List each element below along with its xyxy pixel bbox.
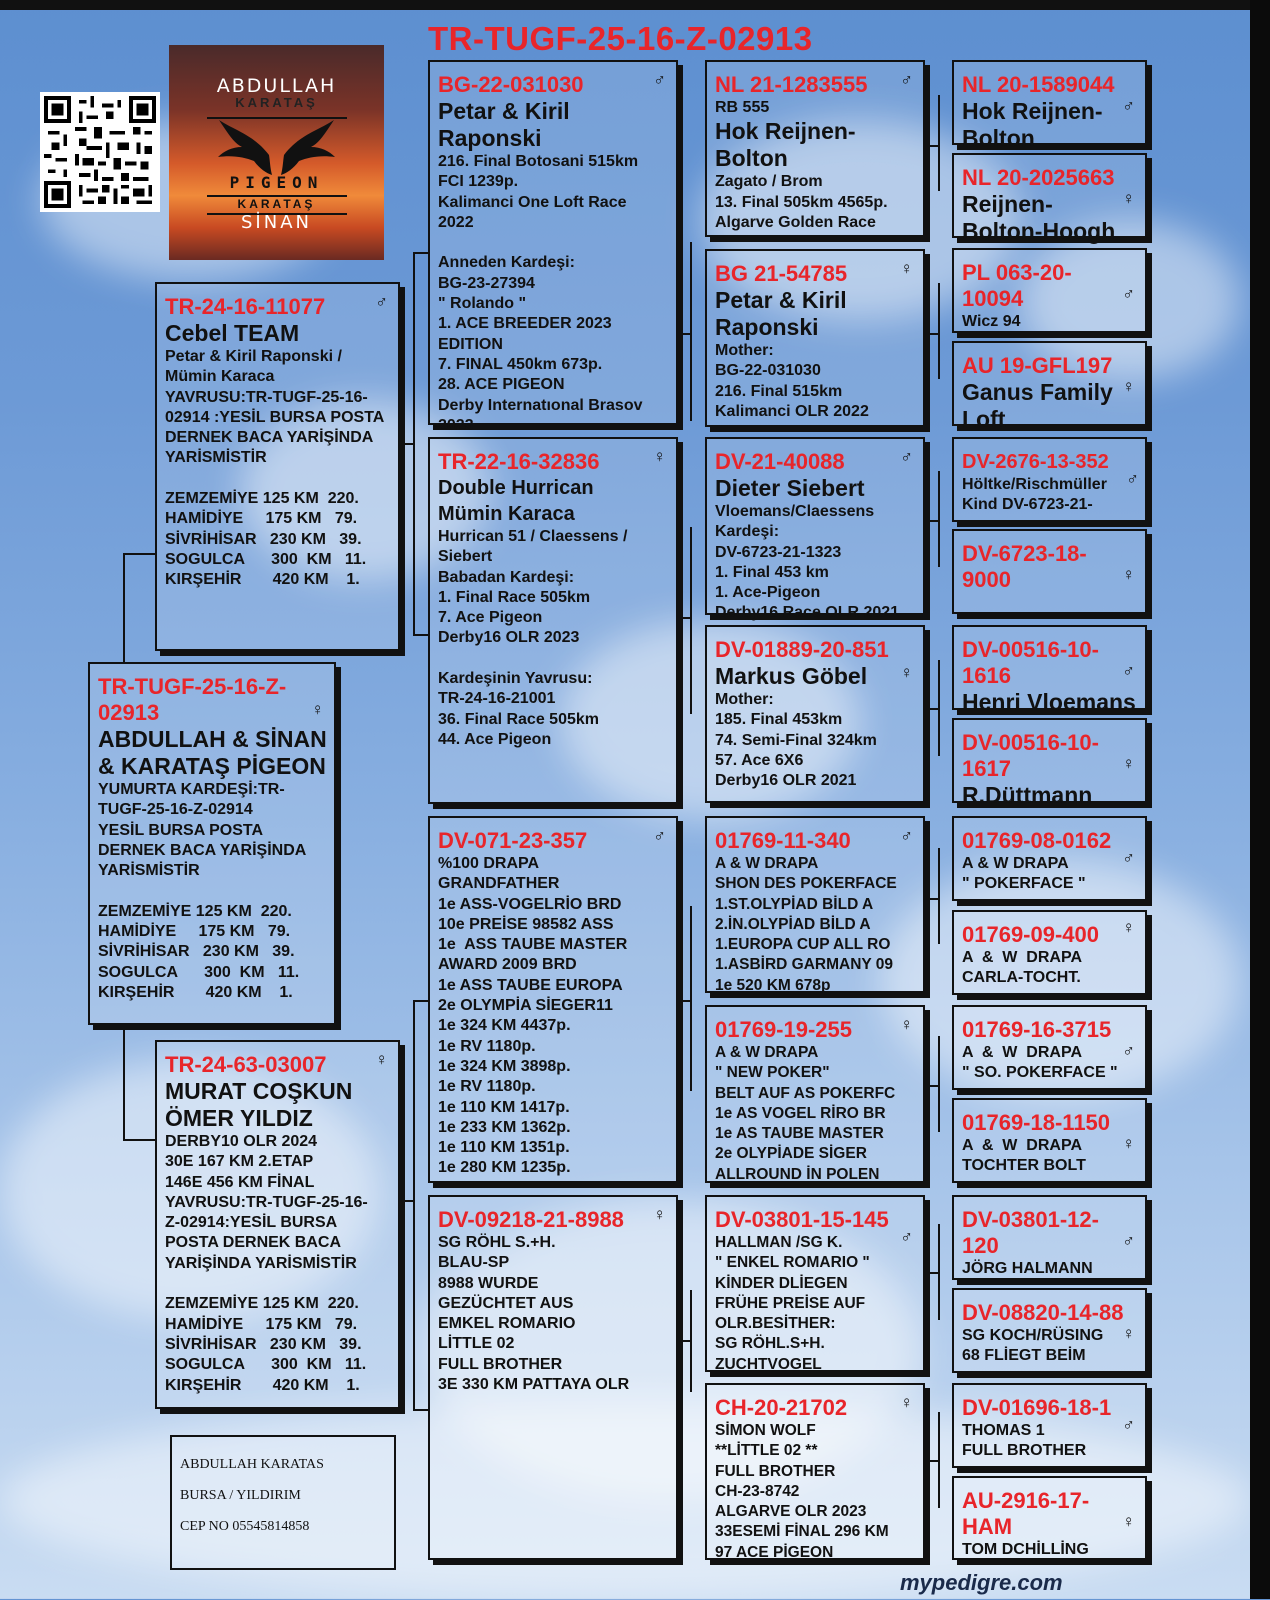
connector: [938, 1412, 940, 1508]
pigeon-name: Double Hurrican Mümin Karaca: [438, 477, 594, 525]
ring-number: DV-01889-20-851: [715, 637, 889, 662]
top-bar: [0, 0, 1270, 10]
female-icon: ♀: [653, 1205, 666, 1224]
connector: [938, 1036, 940, 1132]
connector: [123, 1139, 155, 1141]
pigeon-notes: A & W DRAPA SHON DES POKERFACE 1.ST.OLYPİAD BİLD A 2.İN.OLYPİAD BİLD A 1.EUROPA CUP ALL RO 1.ASBİRD GARMANY 09 1e 520 KM 678p: [715, 855, 897, 994]
connector: [413, 252, 415, 635]
great-grandparent-card[interactable]: [705, 437, 925, 622]
ring-number: DV-08820-14-88: [962, 1300, 1124, 1325]
pigeon-notes: %100 DRAPA GRANDFATHER 1e ASS-VOGELRİO BRD 10e PREİSE 98582 ASS 1e ASS TAUBE MASTER AWARD 2009 BRD 1e ASS TAUBE EUROPA 2e OLYMPİA SİEGER11 1e 324 KM 4437p. 1e RV 1180p. 1e 324 KM 3898p. 1e RV 1180p. 1e 110 KM 1417p. 1e 233 KM 1362p. 1e 110 KM 1351p. 1e 280 KM 1235p.: [438, 855, 628, 1177]
connector: [925, 333, 938, 335]
pigeon-name: Reijnen- Bolton-Hoogh: [962, 191, 1116, 244]
connector: [413, 634, 428, 636]
male-icon: ♂: [1122, 661, 1135, 680]
grandparent-card[interactable]: [428, 816, 678, 1183]
ancestor-card[interactable]: [952, 1195, 1147, 1280]
connector: [938, 660, 940, 756]
pigeon-name: Ganus Family Loft: [962, 379, 1113, 432]
ancestor-card[interactable]: [952, 1005, 1147, 1090]
ring-number: TR-24-63-03007: [165, 1052, 327, 1077]
pigeon-notes: TOM DCHİLLİNG: [962, 1541, 1089, 1558]
connector: [938, 471, 940, 567]
pigeon-notes: Mother: 185. Final 453km 74. Semi-Final 324km 57. Ace 6X6 Derby16 OLR 2021: [715, 691, 877, 790]
pigeon-notes: SİMON WOLF **LİTTLE 02 ** FULL BROTHER CH-23-8742 ALGARVE OLR 2023 33ESEMİ FİNAL 296 KM 97 ACE PİGEON: [715, 1422, 889, 1561]
connector: [678, 1340, 690, 1342]
ring-number: 01769-09-400: [962, 922, 1100, 947]
connector: [938, 848, 940, 944]
sire-card[interactable]: [155, 282, 400, 651]
pigeon-notes: SG KOCH/RÜSING 68 FLİEGT BEİM: [962, 1327, 1104, 1365]
female-icon: ♀: [1122, 189, 1135, 208]
ancestor-card[interactable]: [952, 437, 1147, 522]
connector: [678, 617, 690, 619]
ancestor-card[interactable]: [952, 60, 1147, 151]
pigeon-notes: Vloemans/Claessens Kardeşi: DV-6723-21-1323 1. Final 453 km 1. Ace-Pigeon Derby16 Race OLR 2021: [715, 503, 900, 622]
male-icon: ♂: [1122, 848, 1135, 867]
contact-box: [170, 1435, 396, 1570]
female-icon: ♀: [900, 1393, 913, 1412]
connector: [413, 1409, 428, 1411]
connector: [123, 553, 155, 555]
connector: [413, 1000, 415, 1410]
pigeon-name: MURAT COŞKUN ÖMER YILDIZ: [165, 1078, 353, 1131]
logo-line-3: PIGEON: [229, 173, 324, 192]
connector: [400, 1200, 413, 1202]
pigeon-name: Dieter Siebert: [715, 475, 865, 501]
ring-number: BG 21-54785: [715, 261, 848, 286]
pedigree-title: TR-TUGF-25-16-Z-02913: [428, 20, 813, 57]
connector: [938, 95, 940, 191]
connector: [925, 520, 938, 522]
connector: [925, 898, 938, 900]
ring-number: 01769-19-255: [715, 1017, 853, 1042]
ancestor-card[interactable]: [952, 529, 1147, 614]
pigeon-notes: Mother: BG-22-031030 216. Final 515km Kalimanci OLR 2022: [715, 342, 869, 420]
pigeon-name: ABDULLAH & SİNAN & KARATAŞ PİGEON: [98, 726, 327, 779]
pigeon-notes: 216. Final Botosani 515km FCI 1239p. Kalimanci One Loft Race 2022 Anneden Kardeşi: BG-23-27394 " Rolando " 1. ACE BREEDER 2023 EDITION 7. FINAL 450km 673p. 28. ACE PIGEON Derby Internatıonal Brasov 2023: [438, 153, 643, 434]
ring-number: TR-24-16-11077: [165, 294, 326, 319]
male-icon: ♂: [1122, 1415, 1135, 1434]
male-icon: ♂: [1122, 284, 1135, 303]
logo-line-5: SİNAN: [241, 212, 312, 233]
ancestor-card[interactable]: [952, 718, 1147, 808]
brand-logo: [169, 45, 384, 260]
male-icon: ♂: [653, 70, 666, 89]
female-icon: ♀: [1122, 377, 1135, 396]
ring-number: NL 20-2025663: [962, 165, 1115, 190]
ring-number: TR-TUGF-25-16-Z- 02913: [98, 674, 287, 725]
site-watermark[interactable]: mypedigre.com: [900, 1570, 1063, 1595]
female-icon: ♀: [900, 1015, 913, 1034]
connector: [690, 527, 692, 714]
ancestor-card[interactable]: [952, 816, 1147, 901]
contact-name: ABDULLAH KARATAS: [180, 1457, 324, 1472]
pigeon-name: Hok Reijnen- Bolton: [962, 98, 1103, 151]
ring-number: DV-2676-13-352: [962, 451, 1109, 473]
ring-number: DV-071-23-357: [438, 828, 588, 853]
grandparent-card[interactable]: [428, 437, 678, 804]
male-icon: ♂: [900, 70, 913, 89]
great-grandparent-card[interactable]: [705, 625, 925, 803]
connector: [690, 1290, 692, 1392]
qr-code[interactable]: [40, 92, 160, 212]
connector: [925, 708, 938, 710]
pigeon-notes: A & W DRAPA " SO. POKERFACE ": [962, 1044, 1118, 1082]
connector: [690, 906, 692, 1091]
connector: [400, 443, 413, 445]
ring-number: TR-22-16-32836: [438, 449, 600, 474]
ancestor-card[interactable]: [952, 153, 1147, 244]
male-icon: ♂: [900, 826, 913, 845]
ring-number: DV-21-40088: [715, 449, 845, 474]
grandparent-card[interactable]: [428, 60, 678, 434]
ring-number: 01769-11-340: [715, 828, 851, 853]
connector: [413, 1000, 428, 1002]
ring-number: 01769-08-0162: [962, 828, 1112, 853]
ancestor-card[interactable]: [952, 1098, 1147, 1183]
dam-card[interactable]: [155, 1040, 400, 1409]
logo-line-2: KARATAŞ: [235, 95, 318, 110]
male-icon: ♂: [1122, 96, 1135, 115]
contact-phone[interactable]: CEP NO 05545814858: [180, 1519, 310, 1534]
subject-card[interactable]: [88, 662, 336, 1025]
ancestor-card[interactable]: [952, 341, 1147, 432]
ring-number: 01769-16-3715: [962, 1017, 1112, 1042]
great-grandparent-card[interactable]: [705, 816, 925, 993]
pigeon-name: Petar & Kiril Raponski: [715, 287, 847, 340]
ring-number: AU 19-GFL197: [962, 353, 1113, 378]
female-icon: ♀: [1122, 565, 1135, 584]
ring-number: CH-20-21702: [715, 1395, 848, 1420]
pigeon-notes: Hurrican 51 / Claessens / Siebert Babadan Kardeşi: 1. Final Race 505km 7. Ace Pigeon Derby16 OLR 2023 Kardeşinin Yavrusu: TR-24-16-21001 36. Final Race 505km 44. Ace Pigeon: [438, 528, 628, 748]
pigeon-notes: Petar & Kiril Raponski / Mümin Karaca YAVRUSU:TR-TUGF-25-16- 02914 :YESİL BURSA POSTA DERNEK BACA YARİŞİNDA YARİSMİSTİR ZEMZEMİYE 125 KM 220. HAMİDİYE 175 KM 79. SİVRİHİSAR 230 KM 39. SOGULCA 300 KM 11. KIRŞEHİR 420 KM 1.: [165, 348, 385, 589]
ring-number: AU-2916-17- HAM: [962, 1488, 1090, 1539]
pigeon-name: Henri Vloemans: [962, 689, 1136, 715]
pigeon-name: R.Düttmann: [962, 782, 1093, 808]
pigeon-tag: RB 555: [715, 99, 770, 116]
ancestor-card[interactable]: [952, 1476, 1147, 1560]
female-icon: ♀: [1122, 754, 1135, 773]
great-grandparent-card[interactable]: [705, 1005, 925, 1183]
great-grandparent-card[interactable]: [705, 1195, 925, 1372]
pigeon-notes: JÖRG HALMANN: [962, 1260, 1093, 1277]
pigeon-notes: A & W DRAPA " POKERFACE ": [962, 855, 1086, 893]
pigeon-notes: Wicz 94: [962, 313, 1021, 330]
great-grandparent-card[interactable]: [705, 60, 925, 237]
pigeon-notes: A & W DRAPA CARLA-TOCHT.: [962, 949, 1082, 987]
female-icon: ♀: [653, 447, 666, 466]
pigeon-name: Markus Göbel: [715, 663, 868, 689]
male-icon: ♂: [1122, 1041, 1135, 1060]
great-grandparent-card[interactable]: [705, 249, 925, 427]
pigeon-name: Cebel TEAM: [165, 320, 300, 346]
ring-number: DV-6723-18- 9000: [962, 541, 1087, 592]
pigeon-notes: THOMAS 1 FULL BROTHER: [962, 1422, 1087, 1460]
ring-number: DV-09218-21-8988: [438, 1207, 624, 1232]
connector: [925, 1272, 938, 1274]
connector: [938, 1224, 940, 1320]
female-icon: ♀: [1122, 1324, 1135, 1343]
logo-line-1: ABDULLAH: [216, 75, 337, 97]
pigeon-notes: DERBY10 OLR 2024 30E 167 KM 2.ETAP 146E 456 KM FİNAL YAVRUSU:TR-TUGF-25-16- Z-02914:YESİL BURSA POSTA DERNEK BACA YARİŞİNDA YARİSMİSTİR ZEMZEMİYE 125 KM 220. HAMİDİYE 175 KM 79. SİVRİHİSAR 230 KM 39. SOGULCA 300 KM 11. KIRŞEHİR 420 KM 1.: [165, 1133, 368, 1394]
male-icon: ♂: [900, 1227, 913, 1246]
ring-number: NL 20-1589044: [962, 72, 1115, 97]
right-edge: [1250, 0, 1270, 1599]
ring-number: DV-03801-12- 120: [962, 1207, 1099, 1258]
male-icon: ♂: [375, 292, 388, 311]
connector: [925, 1085, 938, 1087]
pigeon-notes: YUMURTA KARDEŞİ:TR- TUGF-25-16-Z-02914 YESİL BURSA POSTA DERNEK BACA YARİŞİNDA YARİSMİSTİR ZEMZEMİYE 125 KM 220. HAMİDİYE 175 KM 79. SİVRİHİSAR 230 KM 39. SOGULCA 300 KM 11. KIRŞEHİR 420 KM 1.: [98, 781, 307, 1001]
connector: [678, 1000, 690, 1002]
ring-number: 01769-18-1150: [962, 1110, 1111, 1135]
ring-number: NL 21-1283555: [715, 72, 868, 97]
ancestor-card[interactable]: [952, 910, 1147, 995]
ancestor-card[interactable]: [952, 1383, 1147, 1468]
male-icon: ♂: [900, 447, 913, 466]
pigeon-notes: A & W DRAPA TOCHTER BOLT: [962, 1137, 1086, 1175]
ring-number: BG-22-031030: [438, 72, 584, 97]
connector: [938, 283, 940, 379]
ring-number: DV-00516-10- 1617: [962, 730, 1099, 781]
ring-number: PL 063-20- 10094: [962, 260, 1072, 311]
female-icon: ♀: [900, 259, 913, 278]
pigeon-notes: Höltke/Rischmüller Kind DV-6723-21-: [962, 476, 1107, 514]
ancestor-card[interactable]: [952, 248, 1147, 333]
connector: [690, 242, 692, 421]
connector: [925, 1460, 938, 1462]
logo-line-4: KARATAŞ: [237, 197, 316, 211]
great-grandparent-card[interactable]: [705, 1383, 925, 1560]
ring-number: DV-03801-15-145: [715, 1207, 889, 1232]
grandparent-card[interactable]: [428, 1195, 678, 1560]
male-icon: ♂: [1126, 469, 1139, 488]
female-icon: ♀: [375, 1050, 388, 1069]
connector: [123, 553, 125, 662]
ring-number: DV-00516-10- 1616: [962, 637, 1099, 688]
pigeon-notes: HALLMAN /SG K. " ENKEL ROMARIO " KİNDER DLİEGEN FRÜHE PREİSE AUF OLR.BESİTHER: SG RÖHL.S+H. ZUCHTVOGEL: [715, 1234, 870, 1373]
male-icon: ♂: [1122, 1231, 1135, 1250]
female-icon: ♀: [900, 663, 913, 682]
pigeon-name: Hok Reijnen- Bolton: [715, 118, 856, 172]
ancestor-card[interactable]: [952, 625, 1147, 715]
pigeon-notes: SG RÖHL S.+H. BLAU-SP 8988 WURDE GEZÜCHTET AUS EMKEL ROMARIO LİTTLE 02 FULL BROTHER 3E 330 KM PATTAYA OLR: [438, 1234, 630, 1394]
pigeon-name: Petar & Kiril Raponski: [438, 98, 570, 151]
ring-number: DV-01696-18-1: [962, 1395, 1112, 1420]
pigeon-notes: Zagato / Brom 13. Final 505km 4565p. Algarve Golden Race: [715, 173, 888, 231]
pigeon-notes: A & W DRAPA " NEW POKER" BELT AUF AS POKERFC 1e AS VOGEL RİRO BR 1e AS TAUBE MASTER 2e OLYPİADE SİGER ALLROUND İN POLEN: [715, 1044, 896, 1183]
female-icon: ♀: [1122, 1134, 1135, 1153]
connector: [413, 252, 428, 254]
female-icon: ♀: [1122, 918, 1135, 937]
connector: [925, 145, 938, 147]
male-icon: ♂: [653, 826, 666, 845]
connector: [678, 333, 690, 335]
female-icon: ♀: [1122, 1512, 1135, 1531]
ancestor-card[interactable]: [952, 1288, 1147, 1373]
connector: [123, 1025, 125, 1140]
female-icon: ♀: [311, 700, 324, 719]
contact-city: BURSA / YILDIRIM: [180, 1488, 301, 1503]
